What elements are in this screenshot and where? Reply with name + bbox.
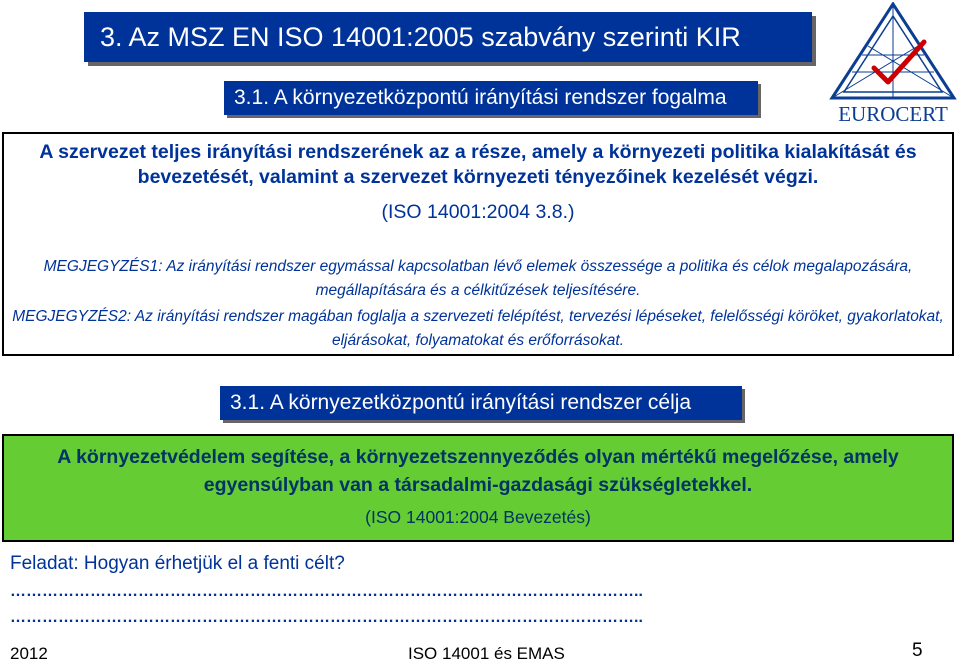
goal-text: A környezetvédelem segítése, a környezetszennyeződés olyan mértékű megelőzése, amely egyensúlyban van a társadalmi-gazdasági szükségletekkel. — [57, 446, 899, 496]
task-question: Feladat: Hogyan érhetjük el a fenti célt? — [10, 553, 345, 574]
logo-text: EUROCERT — [838, 102, 948, 126]
definition-reference: (ISO 14001:2004 3.8.) — [381, 201, 575, 223]
slide-title: 3. Az MSZ EN ISO 14001:2005 szabvány szerinti KIR — [100, 22, 741, 52]
definition-box — [2, 132, 954, 356]
eurocert-logo — [828, 2, 958, 126]
answer-line-2: ……………………………………………………………………………………………………….. — [10, 609, 643, 626]
section-title-bar — [224, 81, 758, 115]
goal-title: 3.1. A környezetközpontú irányítási rendszer célja — [230, 391, 692, 414]
note-1: MEGJEGYZÉS1: Az irányítási rendszer egymással kapcsolatban lévő elemek összessége a politika és célok megalapozására, megállapítására és a célkitűzések teljesítésére. — [43, 258, 913, 299]
note-2: MEGJEGYZÉS2: Az irányítási rendszer magában foglalja a szervezeti felépítést, tervezési lépéseket, felelősségi köröket, gyakorlatokat, eljárásokat, folyamatokat és erőforrásokat. — [12, 308, 944, 349]
footer-year: 2012 — [10, 644, 48, 663]
eurocert-triangle-check-icon — [828, 2, 958, 126]
section-title: 3.1. A környezetközpontú irányítási rendszer fogalma — [234, 86, 727, 109]
footer-title: ISO 14001 és EMAS — [408, 644, 565, 663]
goal-title-bar — [220, 386, 742, 420]
answer-line-1: ……………………………………………………………………………………………………….. — [10, 583, 643, 600]
definition-text: A szervezet teljes irányítási rendszerének az a része, amely a környezeti politika kialakítását és bevezetését, valamint a szervezet környezeti tényezőinek kezelését végzi. — [39, 141, 917, 188]
goal-box — [2, 434, 954, 542]
goal-reference: (ISO 14001:2004 Bevezetés) — [365, 507, 591, 527]
page-number: 5 — [912, 640, 923, 661]
slide-title-bar — [84, 12, 812, 62]
